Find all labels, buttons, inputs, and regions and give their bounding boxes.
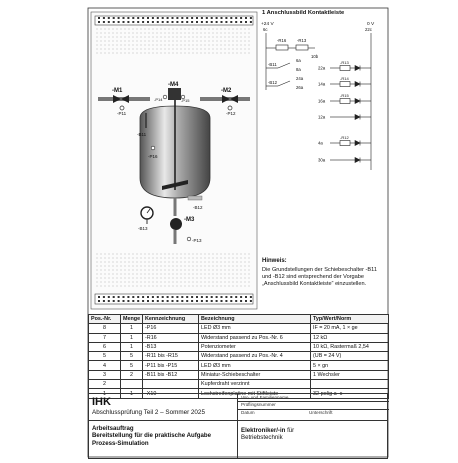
r16-label: -R16 xyxy=(277,38,287,43)
col-qty: Menge xyxy=(121,315,143,324)
lamp-p16-icon xyxy=(151,146,155,150)
branch-pin-label: 30a xyxy=(318,157,326,163)
contact-schematic xyxy=(261,10,375,170)
branch-pin-label: 12a xyxy=(318,114,326,120)
table-row xyxy=(89,342,389,351)
cell-pos: 5 xyxy=(89,352,121,361)
m3-label: -M3 xyxy=(184,217,195,223)
cell-pos: 3 xyxy=(89,370,121,379)
cell-code: -P16 xyxy=(143,324,199,333)
branch-resistor-label: -R13 xyxy=(340,60,349,65)
m2-label: -M2 xyxy=(221,88,232,94)
cell-qty: 2 xyxy=(121,370,143,379)
field-number-label: Prüflingsnummer xyxy=(241,402,276,407)
cell-name: Widerstand passend zu Pos.-Nr. 6 xyxy=(199,333,311,342)
cell-code: -R11 bis -R15 xyxy=(143,352,199,361)
cell-pos: 2 xyxy=(89,380,121,389)
cell-code: -B11 bis -B12 xyxy=(143,370,199,379)
cell-name: Kupferdraht verzinnt xyxy=(199,380,311,389)
cell-type xyxy=(311,380,389,389)
p15-label: -P15 xyxy=(181,98,190,103)
hint-box xyxy=(262,258,382,288)
task-title xyxy=(92,425,211,447)
cell-type: (UB = 24 V) xyxy=(311,352,389,361)
pin-26a: 26a xyxy=(296,85,304,90)
cell-pos: 6 xyxy=(89,342,121,351)
b11-label: -B11 xyxy=(137,132,147,137)
branch-pin-label: 4a xyxy=(318,140,323,146)
parts-list-body xyxy=(89,324,389,398)
pump-m3-icon xyxy=(170,218,182,230)
profession-line-2: Betriebstechnik xyxy=(241,434,283,442)
cell-name: Potenziometer xyxy=(199,342,311,351)
p13-label: -P13 xyxy=(192,238,202,243)
p11-label: -P11 xyxy=(117,111,127,116)
cell-pos: 7 xyxy=(89,333,121,342)
hint-text: Die Grundstellungen der Schiebeschalter -B11 und -B12 sind entsprechend der Vorgabe „Anschlussbild Kontaktleiste“ einzustellen. xyxy=(262,267,377,287)
cell-qty: 1 xyxy=(121,333,143,342)
p12-label: -P12 xyxy=(226,111,236,116)
b11-switch-label: -B11 xyxy=(268,62,277,67)
cell-pos: 8 xyxy=(89,324,121,333)
field-sign-label: Unterschrift xyxy=(309,410,333,415)
col-type: Typ/Wert/Norm xyxy=(311,315,389,324)
supply-plus-pin: 6c xyxy=(263,27,268,32)
cell-qty: 1 xyxy=(121,342,143,351)
lamp-p14-icon xyxy=(163,95,167,99)
table-row xyxy=(89,361,389,370)
exam-label: Abschlussprüfung Teil 2 – Sommer 2025 xyxy=(92,409,205,416)
hint-title: Hinweis: xyxy=(262,258,287,264)
m1-label: -M1 xyxy=(112,88,123,94)
contact-strip-bottom xyxy=(95,294,253,304)
led-icon xyxy=(355,99,360,104)
cell-type: IF = 20 mA, 1 × ge xyxy=(311,324,389,333)
cell-type: 32-polig a–c xyxy=(311,389,389,398)
parts-list-header xyxy=(89,315,389,324)
branch-resistor-label: -R15 xyxy=(340,93,349,98)
pin-6a: 6a xyxy=(296,58,301,63)
led-icon xyxy=(355,66,360,71)
cell-code: -B13 xyxy=(143,342,199,351)
led-icon xyxy=(355,115,360,120)
profession-suffix: für xyxy=(287,427,295,434)
cell-code: -P11 bis -P15 xyxy=(143,361,199,370)
table-row xyxy=(89,370,389,379)
cell-qty: 1 xyxy=(121,389,143,398)
cell-pos: 4 xyxy=(89,361,121,370)
b12-switch-label: -B12 xyxy=(268,80,278,85)
pin-10b: 10b xyxy=(311,54,319,59)
task-line-2: Bereitstellung für die praktische Aufgabe xyxy=(92,432,211,440)
profession-bold: Elektroniker/-in xyxy=(241,427,286,434)
branch-pin-label: 16a xyxy=(318,98,326,104)
mixer-motor-m4 xyxy=(168,88,181,100)
table-row xyxy=(89,380,389,389)
org-label: IHK xyxy=(92,396,111,408)
parts-list xyxy=(88,314,389,399)
task-line-3: Prozess-Simulation xyxy=(92,439,149,447)
branch-pin-label: 14a xyxy=(318,81,326,87)
table-row xyxy=(89,352,389,361)
lamp-p12-icon xyxy=(228,106,232,110)
m4-label: -M4 xyxy=(168,82,179,88)
lamp-p11-icon xyxy=(120,106,124,110)
col-code: Kennzeichnung xyxy=(143,315,199,324)
task-line-1: Arbeitsauftrag xyxy=(92,425,134,432)
field-name-label: Vor- und Familienname xyxy=(241,395,289,400)
cell-qty: 5 xyxy=(121,361,143,370)
branch-resistor-label: -R12 xyxy=(340,135,349,140)
schematic-title: 1 Anschlussbild Kontaktleiste xyxy=(262,10,345,16)
table-row xyxy=(89,333,389,342)
cell-pos: 1 xyxy=(89,389,121,398)
cell-name: Widerstand passend zu Pos.-Nr. 4 xyxy=(199,352,311,361)
supply-zero-pin: 22c xyxy=(365,27,372,32)
cell-type: 12 kΩ xyxy=(311,333,389,342)
cell-type: 5 × gn xyxy=(311,361,389,370)
cell-qty: 1 xyxy=(121,324,143,333)
col-pos: Pos.-Nr. xyxy=(89,315,121,324)
led-icon xyxy=(355,158,360,163)
cell-type: 1 Wechsler xyxy=(311,370,389,379)
supply-zero-label: 0 V xyxy=(367,22,375,27)
cell-code xyxy=(143,380,199,389)
r13-label: -R13 xyxy=(297,38,307,43)
field-date-label: Datum xyxy=(241,410,255,415)
p16-label: -P16 xyxy=(148,154,158,159)
pin-24a: 24a xyxy=(296,76,304,81)
cell-name: LED Ø3 mm xyxy=(199,361,311,370)
pin-8a: 8a xyxy=(296,67,301,72)
cell-name: LED Ø3 mm xyxy=(199,324,311,333)
schematic-branches xyxy=(318,60,371,163)
supply-plus-label: +24 V xyxy=(261,22,274,27)
branch-resistor-label: -R14 xyxy=(340,76,349,81)
b12-label: -B12 xyxy=(193,205,203,210)
p14-label: -P14 xyxy=(154,97,163,102)
cell-qty: 5 xyxy=(121,352,143,361)
cell-name: Miniatur-Schiebeschalter xyxy=(199,370,311,379)
cell-type: 10 kΩ, Rastermaß 2,54 xyxy=(311,342,389,351)
cell-code: -X10 xyxy=(143,389,199,398)
branch-pin-label: 22a xyxy=(318,65,326,71)
cell-code: -R16 xyxy=(143,333,199,342)
profession xyxy=(241,427,294,442)
b13-label: -B13 xyxy=(138,226,148,231)
title-block xyxy=(88,393,388,459)
table-row xyxy=(89,324,389,333)
sensor-b12 xyxy=(188,196,202,200)
lamp-p13-icon xyxy=(187,237,191,241)
led-icon xyxy=(355,141,360,146)
cell-qty xyxy=(121,380,143,389)
col-name: Bezeichnung xyxy=(199,315,311,324)
led-icon xyxy=(355,82,360,87)
cell-name: Lochstreifenplatine mit Stiftleiste xyxy=(199,389,311,398)
